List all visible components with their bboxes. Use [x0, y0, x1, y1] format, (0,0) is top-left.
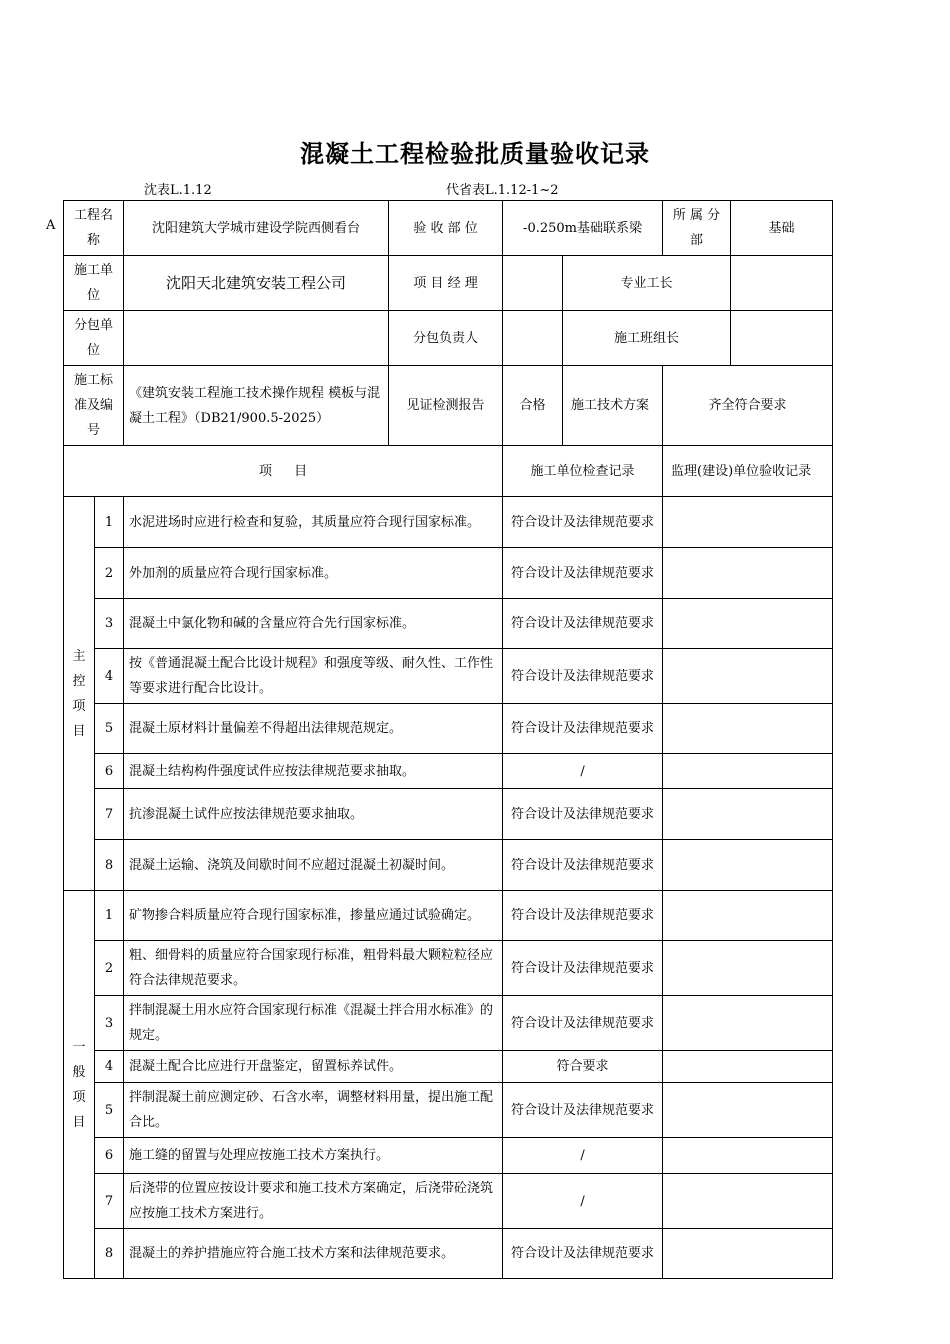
general-group-text: 一般项目: [72, 1039, 86, 1130]
item-text: 水泥进场时应进行检查和复验，其质量应符合现行国家标准。: [124, 497, 503, 548]
item-supervision-record: [663, 941, 833, 996]
item-text: 拌制混凝土用水应符合国家现行标准《混凝土拌合用水标准》的规定。: [124, 996, 503, 1051]
item-supervision-record: [663, 840, 833, 891]
general-item-row: [64, 1174, 833, 1229]
main-item-row: [64, 789, 833, 840]
item-supervision-record: [663, 1174, 833, 1229]
item-supervision-record: [663, 649, 833, 704]
form-code-shenyang: 沈表L.1.12: [144, 183, 212, 198]
sub-label: 分包单位: [64, 311, 124, 366]
item-number: 1: [95, 497, 124, 548]
pm-label: 项 目 经 理: [389, 256, 503, 311]
item-number: 5: [95, 704, 124, 754]
item-supervision-record: [663, 891, 833, 941]
item-number: 4: [95, 1051, 124, 1083]
item-check-record: 符合设计及法律规范要求: [503, 1229, 663, 1279]
item-text: 外加剂的质量应符合现行国家标准。: [124, 548, 503, 599]
general-item-row: [64, 1083, 833, 1138]
accept-part-value: -0.250m基础联系梁: [503, 201, 663, 256]
col-check-label: 施工单位检查记录: [503, 446, 663, 497]
item-number: 7: [95, 1174, 124, 1229]
item-number: 2: [95, 941, 124, 996]
main-item-row: [64, 649, 833, 704]
item-text: 混凝土的养护措施应符合施工技术方案和法律规范要求。: [124, 1229, 503, 1279]
general-group-label: [64, 891, 95, 1279]
item-number: 7: [95, 789, 124, 840]
item-supervision-record: [663, 1229, 833, 1279]
item-check-record: 符合设计及法律规范要求: [503, 941, 663, 996]
general-item-row: [64, 941, 833, 996]
item-check-record: 符合设计及法律规范要求: [503, 704, 663, 754]
col-item-label: 项 目: [64, 446, 503, 497]
item-number: 5: [95, 1083, 124, 1138]
column-header-row: [64, 446, 833, 497]
item-check-record: 符合设计及法律规范要求: [503, 548, 663, 599]
header-row-subcontractor: [64, 311, 833, 366]
item-number: 6: [95, 1138, 124, 1174]
team-lead-value: [731, 311, 833, 366]
item-supervision-record: [663, 497, 833, 548]
item-text: 粗、细骨料的质量应符合国家现行标准，粗骨料最大颗粒粒径应符合法律规范要求。: [124, 941, 503, 996]
main-group-text: 主控项目: [72, 648, 86, 739]
item-number: 3: [95, 996, 124, 1051]
item-check-record: 符合要求: [503, 1051, 663, 1083]
margin-mark: A: [46, 218, 56, 233]
general-item-row: [64, 996, 833, 1051]
item-check-record: 符合设计及法律规范要求: [503, 996, 663, 1051]
tech-plan-value: 齐全符合要求: [663, 366, 833, 446]
item-supervision-record: [663, 754, 833, 789]
team-lead-label: 施工班组长: [563, 311, 731, 366]
item-number: 3: [95, 599, 124, 649]
item-number: 2: [95, 548, 124, 599]
project-name-value: 沈阳建筑大学城市建设学院西侧看台: [124, 201, 389, 256]
item-number: 1: [95, 891, 124, 941]
general-item-row: [64, 1051, 833, 1083]
item-supervision-record: [663, 1083, 833, 1138]
col-supervision-label: 监理(建设)单位验收记录: [663, 446, 833, 497]
witness-label: 见证检测报告: [389, 366, 503, 446]
form-code-province: 代省表L.1.12-1~2: [446, 183, 559, 198]
standard-label: 施工标准及编号: [64, 366, 124, 446]
item-number: 8: [95, 1229, 124, 1279]
foreman-label: 专业工长: [563, 256, 731, 311]
item-supervision-record: [663, 1051, 833, 1083]
main-item-row: [64, 548, 833, 599]
pm-value: [503, 256, 563, 311]
general-item-row: [64, 891, 833, 941]
item-check-record: 符合设计及法律规范要求: [503, 840, 663, 891]
item-text: 后浇带的位置应按设计要求和施工技术方案确定，后浇带砼浇筑应按施工技术方案进行。: [124, 1174, 503, 1229]
division-label: 所 属 分 部: [663, 201, 731, 256]
general-item-row: [64, 1229, 833, 1279]
item-text: 拌制混凝土前应测定砂、石含水率，调整材料用量，提出施工配合比。: [124, 1083, 503, 1138]
tech-plan-label: 施工技术方案: [563, 366, 663, 446]
item-check-record: /: [503, 1174, 663, 1229]
sub-value: [124, 311, 389, 366]
item-supervision-record: [663, 1138, 833, 1174]
contractor-label: 施工单位: [64, 256, 124, 311]
foreman-value: [731, 256, 833, 311]
main-item-row: [64, 704, 833, 754]
item-check-record: 符合设计及法律规范要求: [503, 599, 663, 649]
inspection-table: [63, 200, 833, 1279]
general-item-row: [64, 1138, 833, 1174]
item-text: 混凝土中氯化物和碱的含量应符合先行国家标准。: [124, 599, 503, 649]
header-row-standard: [64, 366, 833, 446]
witness-value: 合格: [503, 366, 563, 446]
item-number: 8: [95, 840, 124, 891]
item-text: 施工缝的留置与处理应按施工技术方案执行。: [124, 1138, 503, 1174]
item-check-record: 符合设计及法律规范要求: [503, 789, 663, 840]
item-text: 按《普通混凝土配合比设计规程》和强度等级、耐久性、工作性等要求进行配合比设计。: [124, 649, 503, 704]
item-supervision-record: [663, 704, 833, 754]
item-text: 混凝土配合比应进行开盘鉴定，留置标养试件。: [124, 1051, 503, 1083]
item-text: 矿物掺合料质量应符合现行国家标准，掺量应通过试验确定。: [124, 891, 503, 941]
sub-lead-value: [503, 311, 563, 366]
main-item-row: [64, 599, 833, 649]
item-check-record: 符合设计及法律规范要求: [503, 649, 663, 704]
accept-part-label: 验 收 部 位: [389, 201, 503, 256]
item-supervision-record: [663, 548, 833, 599]
item-check-record: 符合设计及法律规范要求: [503, 497, 663, 548]
item-text: 混凝土结构构件强度试件应按法律规范要求抽取。: [124, 754, 503, 789]
item-check-record: /: [503, 754, 663, 789]
standard-value: 《建筑安装工程施工技术操作规程 模板与混凝土工程》（DB21/900.5-2025）: [124, 366, 389, 446]
header-row-contractor: [64, 256, 833, 311]
item-check-record: 符合设计及法律规范要求: [503, 891, 663, 941]
main-item-row: [64, 497, 833, 548]
item-check-record: 符合设计及法律规范要求: [503, 1083, 663, 1138]
main-group-label: [64, 497, 95, 891]
contractor-value: 沈阳天北建筑安装工程公司: [124, 256, 389, 311]
division-value: 基础: [731, 201, 833, 256]
page-title: 混凝土工程检验批质量验收记录: [300, 139, 650, 168]
main-item-row: [64, 754, 833, 789]
item-check-record: /: [503, 1138, 663, 1174]
item-text: 混凝土原材料计量偏差不得超出法律规范规定。: [124, 704, 503, 754]
header-row-project: [64, 201, 833, 256]
item-supervision-record: [663, 996, 833, 1051]
item-number: 6: [95, 754, 124, 789]
main-item-row: [64, 840, 833, 891]
item-supervision-record: [663, 789, 833, 840]
project-name-label: 工程名称: [64, 201, 124, 256]
item-text: 抗渗混凝土试件应按法律规范要求抽取。: [124, 789, 503, 840]
item-number: 4: [95, 649, 124, 704]
item-supervision-record: [663, 599, 833, 649]
sub-lead-label: 分包负责人: [389, 311, 503, 366]
item-text: 混凝土运输、浇筑及间歇时间不应超过混凝土初凝时间。: [124, 840, 503, 891]
